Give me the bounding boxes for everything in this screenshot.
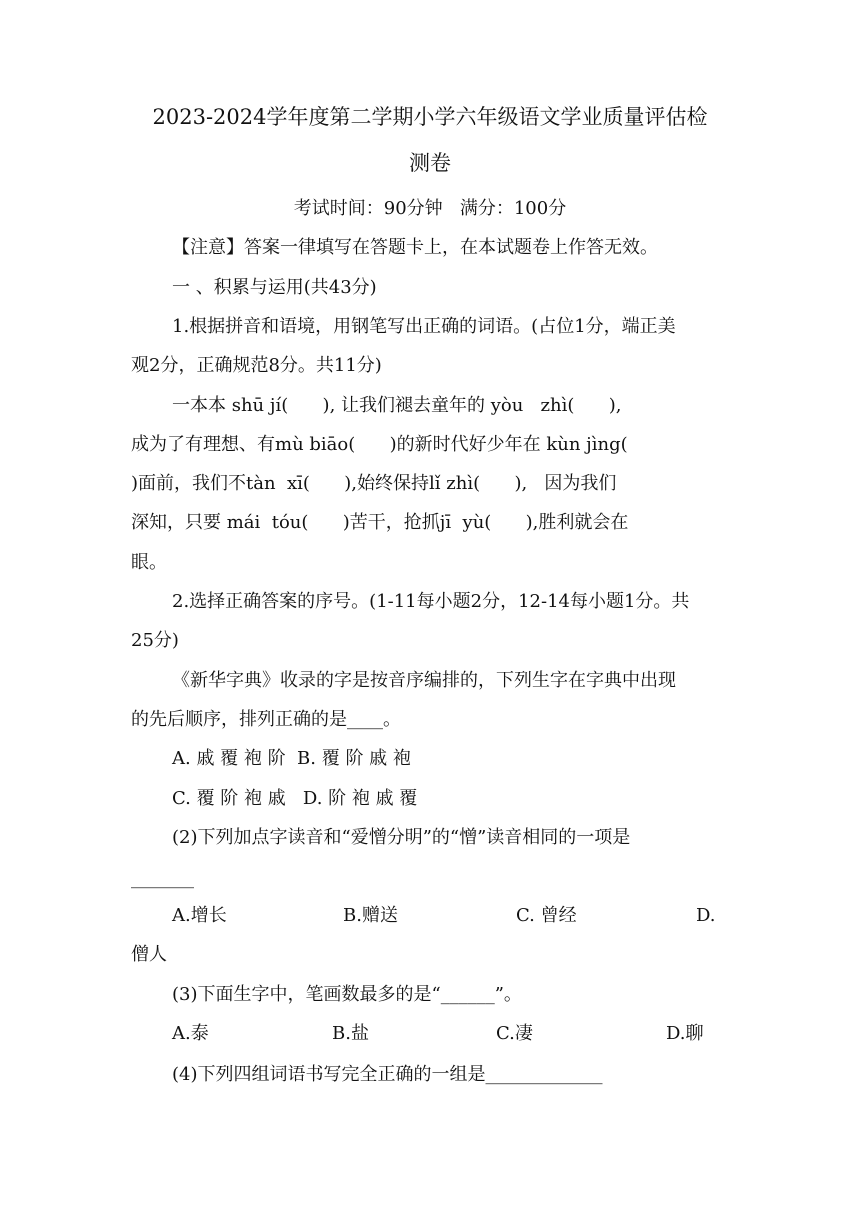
section-heading: 一 、积累与运用(共43分): [172, 277, 377, 298]
title-line-2: 测卷: [409, 151, 451, 175]
option-b: B.盐: [332, 1023, 369, 1044]
pinyin-paragraph-line-1: 一本本 shū jí( ), 让我们褪去童年的 yòu zhì( ),: [172, 395, 622, 416]
sub-question-4: (4)下列四组词语书写完全正确的一组是_____________: [172, 1064, 603, 1085]
title-line-1: 2023-2024学年度第二学期小学六年级语文学业质量评估检: [152, 105, 708, 129]
sub-question-2: (2)下列加点字读音和“爱憎分明”的“憎”读音相同的一项是: [172, 827, 631, 848]
sub-question-1-line-2: 的先后顺序，排列正确的是____。: [131, 709, 401, 730]
option-c: C.凄: [496, 1023, 533, 1044]
option-d: D.: [696, 905, 716, 926]
option-d-continued: 僧人: [131, 944, 167, 965]
question-1-line-2: 观2分，正确规范8分。共11分): [131, 355, 382, 376]
option-a: A.泰: [172, 1023, 209, 1044]
pinyin-paragraph-line-5: 眼。: [131, 552, 167, 573]
option-b: B.赠送: [343, 905, 398, 926]
pinyin-paragraph-line-4: 深知，只要 mái tóu( )苦干，抢抓jī yù( ),胜利就会在: [131, 512, 629, 533]
sub-question-1-line-1: 《新华字典》收录的字是按音序编排的，下列生字在字典中出现: [172, 670, 676, 691]
option-c: C. 曾经: [516, 905, 577, 926]
exam-info: 考试时间：90分钟 满分：100分: [293, 198, 567, 219]
question-1-line-1: 1.根据拼音和语境，用钢笔写出正确的词语。(占位1分，端正美: [172, 316, 676, 337]
option-d: D.聊: [666, 1023, 704, 1044]
question-2-line-1: 2.选择正确答案的序号。(1-11每小题2分，12-14每小题1分。共: [172, 591, 690, 612]
sub-question-1-options-1: A. 戚 覆 袍 阶 B. 覆 阶 戚 袍: [172, 748, 411, 769]
notice: 【注意】答案一律填写在答题卡上，在本试题卷上作答无效。: [172, 237, 658, 258]
sub-question-2-blank: _______: [131, 868, 194, 889]
option-a: A.增长: [172, 905, 227, 926]
sub-question-3: (3)下面生字中，笔画数最多的是“______”。: [172, 984, 522, 1005]
pinyin-paragraph-line-3: )面前，我们不tàn xī( ),始终保持lǐ zhì( ), 因为我们: [131, 473, 617, 494]
pinyin-paragraph-line-2: 成为了有理想、有mù biāo( )的新时代好少年在 kùn jìng(: [131, 434, 628, 455]
sub-question-1-options-2: C. 覆 阶 袍 戚 D. 阶 袍 戚 覆: [172, 788, 418, 809]
question-2-line-2: 25分): [131, 630, 179, 651]
